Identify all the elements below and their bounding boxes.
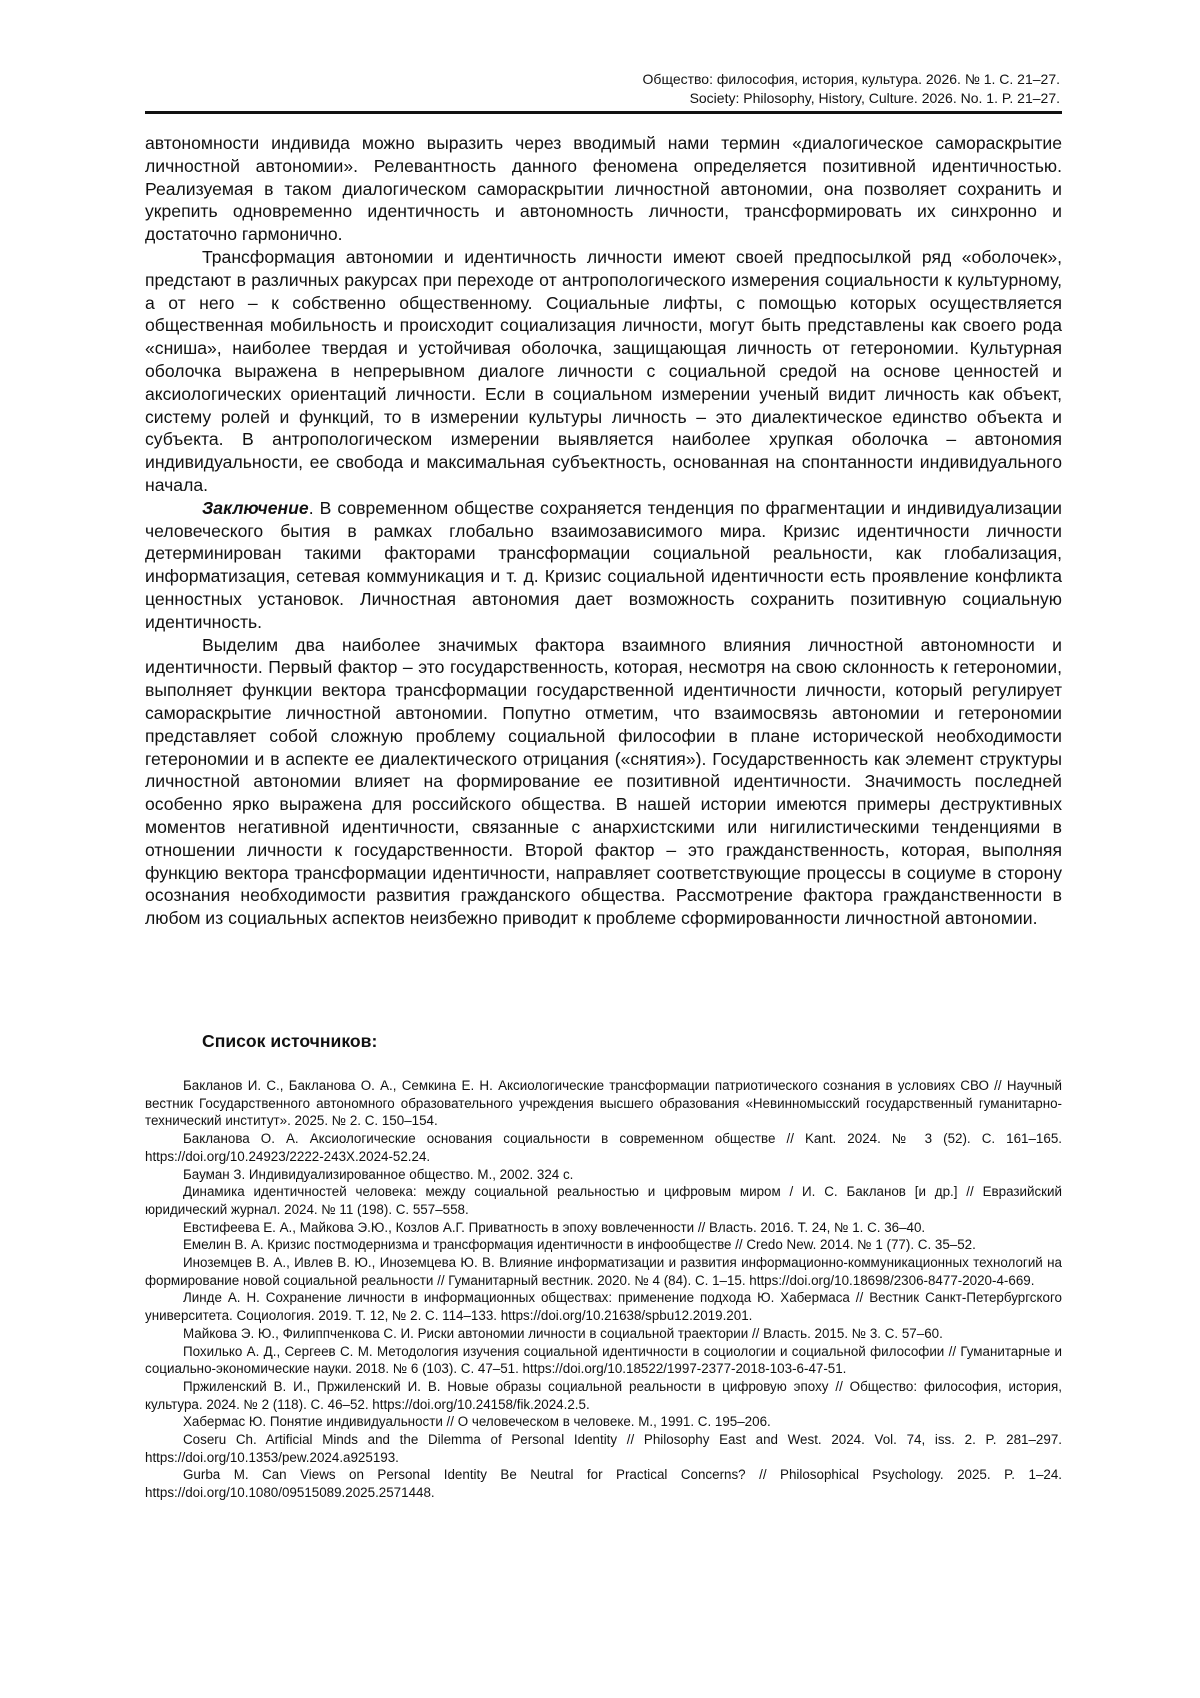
reference-item: Хабермас Ю. Понятие индивидуальности // О человеческом в человеке. М., 1991. С. 195–206. [183, 1414, 771, 1430]
reference-item: Бакланова О. А. Аксиологические основания социальности в современном обществе // Kant. 2024. № 3 (52). С. 161–165. https://doi.org/10.24923/2222-243X.2024-52.24. [145, 1131, 1062, 1164]
paragraph-continued: автономности индивида можно выразить через вводимый нами термин «диалогическое самораскрытие личностной автономии». Релевантность данного феномена определяется позитивной идентичностью. Реализуемая в таком диалогическом самораскрытии личностной автономии, она позволяет сохранить и укрепить одновременно идентичность и автономность личности, трансформировать их синхронно и достаточно гармонично. [145, 133, 1062, 245]
header-rule [145, 111, 1062, 114]
reference-item: Gurba M. Can Views on Personal Identity Be Neutral for Practical Concerns? // Philosophical Psychology. 2025. P. 1–24. https://doi.org/10.1080/09515089.2025.2571448. [145, 1467, 1062, 1501]
reference-item: Coseru Ch. Artificial Minds and the Dilemma of Personal Identity // Philosophy East and West. 2024. Vol. 74, iss. 2. P. 281–297. https://doi.org/10.1353/pew.2024.a925193. [145, 1432, 1062, 1465]
paragraph: Трансформация автономии и идентичность личности имеют своей предпосылкой ряд «оболочек», предстают в различных ракурсах при переходе от антропологического измерения социальности к культурному, а от него – к собственно общественному. Социальные лифты, с помощью которых осуществляется общественная мобильность и происходит социализация личности, могут быть представлены как своего рода «сниша», наиболее твердая и устойчивая оболочка, защищающая личность от гетерономии. Культурная оболочка выражена в непрерывном диалоге личности с социальной средой на основе ценностей и аксиологических ориентаций личности. Если в социальном измерении ученый видит личность как объект, систему ролей и функций, то в измерении культуры личность – это диалектическое единство объекта и субъекта. В антропологическом измерении выявляется наиболее хрупкая оболочка – автономия индивидуальности, ее свобода и максимальная субъектность, основанная на спонтанности индивидуального начала. [145, 246, 1062, 495]
paragraph: Выделим два наиболее значимых фактора взаимного влияния личностной автономности и идентичности. Первый фактор – это государственность, которая, несмотря на свою склонность к гетерономии, выполняет функции вектора трансформации государственной идентичности личности, который регулирует самораскрытие личностной автономии. Попутно отметим, что взаимосвязь автономии и гетерономии представляет собой сложную проблему социальной философии в плане исторической необходимости гетерономии и в аспекте ее диалектического отрицания («снятия»). Государственность как элемент структуры личностной автономии влияет на формирование ее позитивной идентичности. Значимость последней особенно ярко выражена для российского общества. В нашей истории имеются примеры деструктивных моментов негативной идентичности, связанные с анархистскими или нигилистическими тенденциями в отношении личности к государственности. Второй фактор – это гражданственность, которая, выполняя функцию вектора трансформации идентичности, направляет соответствующие процессы в социуме в сторону осознания необходимости развития гражданского общества. Рассмотрение фактора гражданственности в любом из социальных аспектов неизбежно приводит к проблеме сформированности личностной автономии. [145, 634, 1062, 929]
conclusion-text: . В современном обществе сохраняется тенденция по фрагментации и индивидуализации человеческого бытия в рамках глобально взаимозависимого мира. Кризис идентичности личности детерминирован такими факторами трансформации социальной реальности, как глобализация, информатизация, сетевая коммуникация и т. д. Кризис социальной идентичности есть проявление конфликта ценностных установок. Личностная автономия дает возможность сохранить позитивную социальную идентичность. [145, 497, 1062, 632]
references-heading: Список источников: [202, 1031, 378, 1051]
references-list [145, 1077, 1062, 1502]
reference-item: Бакланов И. С., Бакланова О. А., Семкина Е. Н. Аксиологические трансформации патриотического сознания в условиях СВО // Научный вестник Государственного автономного образовательного учреждения высшего образования «Невинномысский государственный гуманитарно-технический институт». 2025. № 2. С. 150–154. [145, 1078, 1062, 1129]
reference-item: Линде А. Н. Сохранение личности в информационных обществах: применение подхода Ю. Хабермаса // Вестник Санкт-Петербургского университета. Социология. 2019. Т. 12, № 2. С. 114–133. https://doi.org/10.21638/spbu12.2019.201. [145, 1290, 1062, 1324]
reference-item: Динамика идентичностей человека: между социальной реальностью и цифровым миром / И. С. Бакланов [и др.] // Евразийский юридический журнал. 2024. № 11 (198). С. 557–558. [145, 1184, 1062, 1217]
running-header-en: Society: Philosophy, History, Culture. 2026. No. 1. P. 21–27. [689, 90, 1060, 106]
article-body [145, 132, 1062, 930]
running-header-ru: Общество: философия, история, культура. 2026. № 1. С. 21–27. [642, 71, 1060, 87]
reference-item: Емелин В. А. Кризис постмодернизма и трансформация идентичности в инфообществе // Credo New. 2014. № 1 (77). С. 35–52. [183, 1237, 976, 1253]
conclusion-lead: Заключение [202, 497, 309, 518]
running-header [260, 70, 1060, 108]
reference-item: Майкова Э. Ю., Филиппченкова С. И. Риски автономии личности в социальной траектории // Власть. 2015. № 3. С. 57–60. [183, 1325, 943, 1341]
reference-item: Пржиленский В. И., Пржиленский И. В. Новые образы социальной реальности в цифровую эпоху // Общество: философия, история, культура. 2024. № 2 (118). С. 46–52. https://doi.org/10.24158/fik.2024.2.5. [145, 1378, 1062, 1412]
reference-item: Бауман З. Индивидуализированное общество. М., 2002. 324 с. [183, 1166, 574, 1182]
reference-item: Похилько А. Д., Сергеев С. М. Методология изучения социальной идентичности в социологии и социальной философии // Гуманитарные и социально-экономические науки. 2018. № 6 (103). С. 47–51. https://doi.org/10.18522/1997-2377-2018-103-6-47-51. [145, 1343, 1062, 1377]
reference-item: Иноземцев В. А., Ивлев В. Ю., Иноземцева Ю. В. Влияние информатизации и развития информационно-коммуникационных технологий на формирование новой социальной реальности // Гуманитарный вестник. 2020. № 4 (84). С. 1–15. https://doi.org/10.18698/2306-8477-2020-4-669. [145, 1255, 1062, 1288]
reference-item: Евстифеева Е. А., Майкова Э.Ю., Козлов А.Г. Приватность в эпоху вовлеченности // Власть. 2016. Т. 24, № 1. С. 36–40. [183, 1219, 926, 1235]
conclusion-paragraph [145, 497, 1062, 634]
